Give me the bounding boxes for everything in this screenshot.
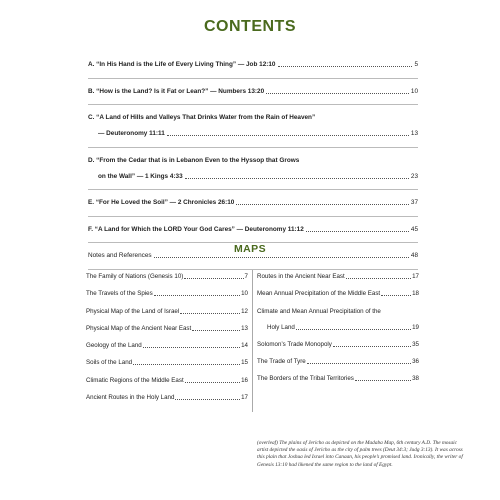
dot-leader bbox=[355, 380, 411, 381]
map-entry-title: Physical Map of the Land of Israel bbox=[86, 307, 180, 315]
column-divider bbox=[252, 270, 253, 412]
map-page-number: 18 bbox=[412, 290, 419, 298]
map-entry-title: The Borders of the Tribal Territories bbox=[257, 375, 354, 383]
map-entry bbox=[257, 357, 419, 366]
dot-leader bbox=[143, 347, 240, 348]
dot-leader bbox=[381, 295, 411, 296]
dot-leader bbox=[154, 257, 409, 258]
map-entry bbox=[86, 324, 248, 333]
map-entry bbox=[86, 393, 248, 402]
map-page-number: 19 bbox=[412, 323, 419, 331]
toc-entry bbox=[88, 113, 418, 138]
map-entry-title: Soils of the Land bbox=[86, 359, 133, 367]
map-entry bbox=[257, 340, 419, 349]
toc-entry-title: B. “How is the Land? Is it Fat or Lean?” — Numbers 13:20 bbox=[88, 87, 265, 95]
toc-page-number: 48 bbox=[410, 252, 418, 259]
toc-entry-title: — Deuteronomy 11:11 bbox=[98, 130, 165, 137]
map-entry bbox=[86, 307, 248, 316]
dot-leader bbox=[180, 313, 240, 314]
map-entry-title: Ancient Routes in the Holy Land bbox=[86, 394, 175, 402]
map-entry bbox=[257, 289, 419, 298]
map-entry-title: Mean Annual Precipitation of the Middle East bbox=[257, 290, 381, 298]
toc-rule bbox=[88, 147, 418, 148]
map-entry bbox=[86, 358, 248, 367]
toc-entry-title: A. “In His Hand is the Life of Every Living Thing” — Job 12:10 bbox=[88, 61, 276, 68]
toc-page-number: 5 bbox=[414, 61, 418, 68]
map-entry-title: The Travels of the Spies bbox=[86, 290, 153, 298]
map-page-number: 36 bbox=[412, 358, 419, 366]
map-entry bbox=[86, 376, 248, 385]
dot-leader bbox=[184, 278, 243, 279]
maps-title: MAPS bbox=[234, 243, 266, 255]
map-page-number: 17 bbox=[241, 394, 248, 402]
page-title: CONTENTS bbox=[204, 18, 296, 35]
dot-leader bbox=[346, 278, 411, 279]
dot-leader bbox=[175, 399, 240, 400]
dot-leader bbox=[266, 93, 409, 94]
dot-leader bbox=[296, 329, 411, 330]
map-page-number: 14 bbox=[241, 342, 248, 350]
toc-entry-title-line: C. “A Land of Hills and Valleys That Drinks Water from the Rain of Heaven” bbox=[88, 114, 316, 121]
map-page-number: 17 bbox=[412, 273, 419, 280]
toc-page-number: 10 bbox=[410, 87, 418, 95]
toc-page-number: 23 bbox=[410, 172, 418, 180]
map-entry bbox=[86, 272, 248, 281]
map-entry-title-line: Climate and Mean Annual Precipitation of the bbox=[257, 307, 381, 315]
toc-entry bbox=[88, 60, 418, 69]
dot-leader bbox=[167, 135, 409, 136]
map-entry bbox=[257, 272, 419, 281]
toc-entry-title: E. “For He Loved the Soil” — 2 Chronicles 26:10 bbox=[88, 199, 235, 206]
dot-leader bbox=[306, 231, 409, 232]
toc-page-number: 45 bbox=[410, 225, 418, 233]
toc-entry bbox=[88, 225, 418, 234]
dot-leader bbox=[133, 364, 240, 365]
toc-entry bbox=[88, 87, 418, 96]
dot-leader bbox=[333, 346, 411, 347]
map-entry bbox=[86, 289, 248, 298]
dot-leader bbox=[192, 330, 240, 331]
dot-leader bbox=[154, 295, 240, 296]
map-entry bbox=[257, 374, 419, 383]
toc-rule bbox=[88, 189, 418, 190]
toc-entry bbox=[88, 198, 418, 207]
map-page-number: 16 bbox=[241, 376, 248, 384]
dot-leader bbox=[185, 382, 240, 383]
toc-entry-title: F. “A Land for Which the LORD Your God Cares” — Deuteronomy 11:12 bbox=[88, 225, 304, 233]
map-entry-title: Solomon’s Trade Monopoly bbox=[257, 340, 332, 348]
map-entry-title: The Family of Nations (Genesis 10) bbox=[86, 273, 184, 280]
map-entry bbox=[86, 341, 248, 350]
toc-entry-title: Notes and References bbox=[88, 252, 152, 259]
map-entry-title: The Trade of Tyre bbox=[257, 358, 306, 366]
toc-rule bbox=[88, 216, 418, 217]
maps-list-left bbox=[86, 272, 248, 410]
dot-leader bbox=[307, 363, 411, 364]
map-entry-title: Routes in the Ancient Near East bbox=[257, 273, 345, 280]
toc-page-number: 37 bbox=[410, 199, 418, 206]
map-entry bbox=[257, 307, 419, 332]
map-page-number: 12 bbox=[241, 307, 248, 315]
photo-caption: (overleaf) The plains of Jericho as depicted on the Madaba Map, 6th century A.D. The mosaic artist depicted the oasis of Jericho as the city of palm trees (Deut 34:3; Judg 3:13). It was across this plain that Joshua led Israel into Canaan, his people’s promised land. Ironically, the writer of Genesis 13:10 had likened the same region to the land of Egypt. bbox=[257, 440, 463, 468]
maps-list-right bbox=[257, 272, 419, 392]
map-page-number: 38 bbox=[412, 375, 419, 383]
map-page-number: 7 bbox=[244, 273, 248, 280]
map-page-number: 13 bbox=[241, 324, 248, 332]
dot-leader bbox=[185, 178, 409, 179]
map-entry-title: Physical Map of the Ancient Near East bbox=[86, 324, 192, 332]
toc-rule bbox=[88, 269, 418, 270]
map-entry-title: Geology of the Land bbox=[86, 342, 142, 350]
map-page-number: 15 bbox=[241, 359, 248, 367]
toc-page-number: 13 bbox=[410, 130, 418, 137]
dot-leader bbox=[236, 204, 409, 205]
toc-rule bbox=[88, 78, 418, 79]
map-entry-title: Holy Land bbox=[267, 323, 295, 331]
toc-entry-title: on the Wall” — 1 Kings 4:33 bbox=[98, 172, 183, 180]
map-entry-title: Climatic Regions of the Middle East bbox=[86, 376, 184, 384]
map-page-number: 10 bbox=[241, 290, 248, 298]
dot-leader bbox=[278, 66, 413, 67]
toc-entry bbox=[88, 156, 418, 181]
map-page-number: 35 bbox=[412, 340, 419, 348]
toc-rule bbox=[88, 104, 418, 105]
toc-entry-title-line: D. “From the Cedar that is in Lebanon Even to the Hyssop that Grows bbox=[88, 156, 300, 164]
